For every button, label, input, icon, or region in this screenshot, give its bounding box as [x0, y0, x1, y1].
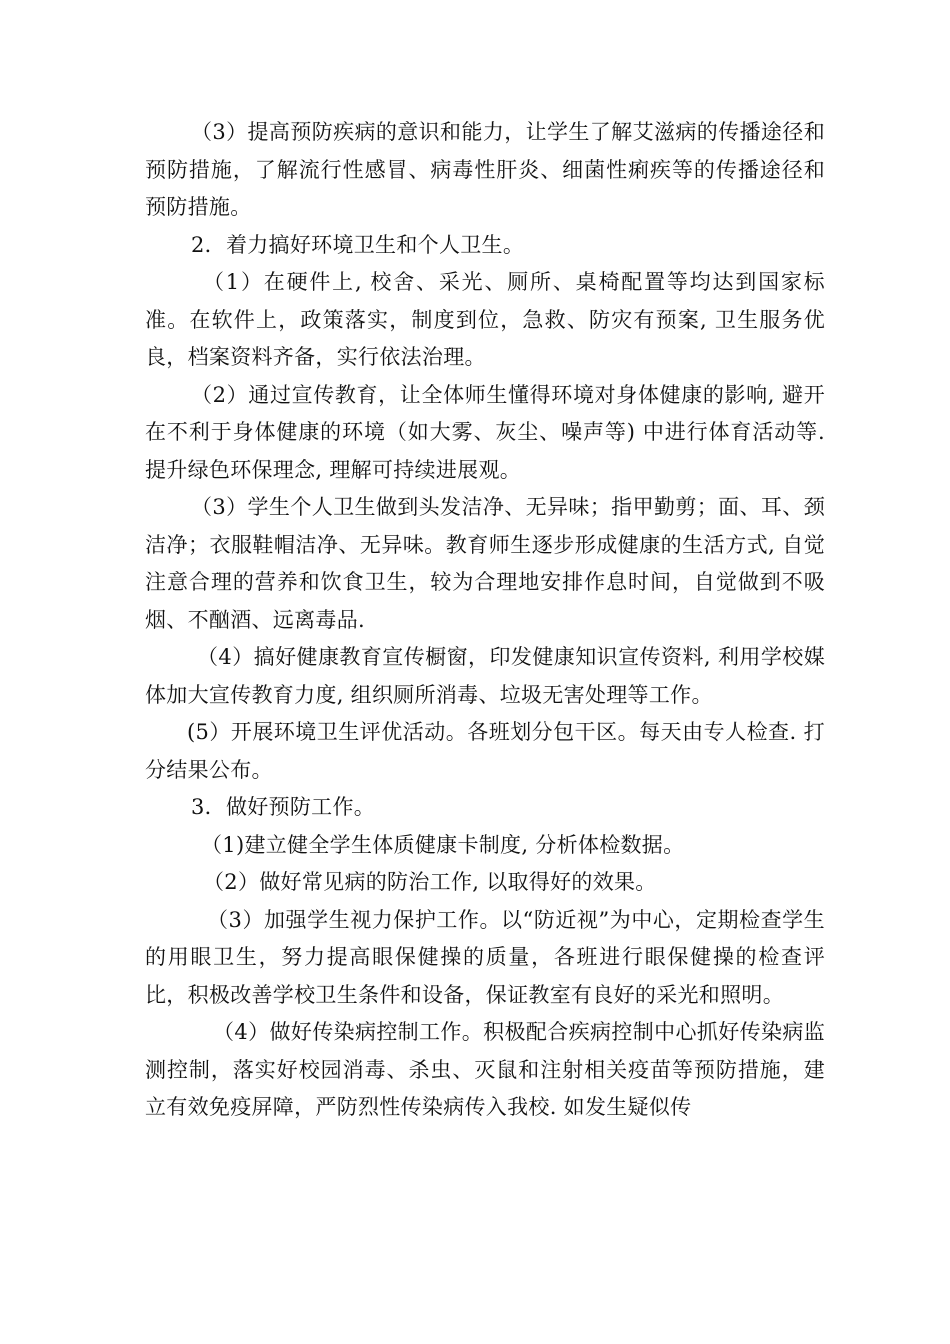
- paragraph-hygiene-evaluation: (5）开展环境卫生评优活动。各班划分包干区。每天由专人检查. 打分结果公布。: [145, 720, 825, 782]
- paragraph-vision-protection: （3）加强学生视力保护工作。以“防近视”为中心，定期检查学生的用眼卫生，努力提高眼保健操的质量，各班进行眼保健操的检查评比，积极改善学校卫生条件和设备，保证教室有良好的采光和照明。: [145, 907, 825, 1007]
- paragraph-health-card-system: （1)建立健全学生体质健康卡制度, 分析体检数据。: [201, 832, 685, 857]
- paragraph-personal-hygiene: （3）学生个人卫生做到头发洁净、无异味；指甲勤剪；面、耳、颈洁净；衣服鞋帽洁净、无异味。教育师生逐步形成健康的生活方式, 自觉注意合理的营养和饮食卫生，较为合理地安排作息时间，自觉做到不吸烟、不酗酒、远离毒品.: [145, 495, 825, 632]
- paragraph-hardware-software: （1）在硬件上, 校舍、采光、厕所、桌椅配置等均达到国家标准。在软件上，政策落实，制度到位，急救、防灾有预案, 卫生服务优良，档案资料齐备，实行依法治理。: [145, 270, 825, 369]
- paragraph-disease-prevention-awareness: （3）提高预防疾病的意识和能力，让学生了解艾滋病的传播途径和预防措施，了解流行性感冒、病毒性肝炎、细菌性痢疾等的传播途径和预防措施。: [145, 120, 825, 219]
- section-heading-environment-hygiene: 2．着力搞好环境卫生和个人卫生。: [191, 232, 525, 257]
- paragraph-publicity-education: （2）通过宣传教育，让全体师生懂得环境对身体健康的影响, 避开在不利于身体健康的环境（如大雾、灰尘、噪声等) 中进行体育活动等. 提升绿色环保理念, 理解可持续进展观。: [145, 382, 825, 482]
- paragraph-common-disease: （2）做好常见病的防治工作, 以取得好的效果。: [203, 870, 657, 894]
- document-body: [145, 114, 825, 1127]
- paragraph-health-education-window: （4）搞好健康教育宣传橱窗，印发健康知识宣传资料, 利用学校媒体加大宣传教育力度, 组织厕所消毒、垃圾无害处理等工作。: [145, 645, 825, 707]
- section-heading-prevention-work: 3．做好预防工作。: [191, 795, 376, 819]
- paragraph-infectious-disease-control: （4）做好传染病控制工作。积极配合疾病控制中心抓好传染病监测控制，落实好校园消毒、杀虫、灭鼠和注射相关疫苗等预防措施，建立有效免疫屏障，严防烈性传染病传入我校. 如发生疑似传: [145, 1020, 825, 1119]
